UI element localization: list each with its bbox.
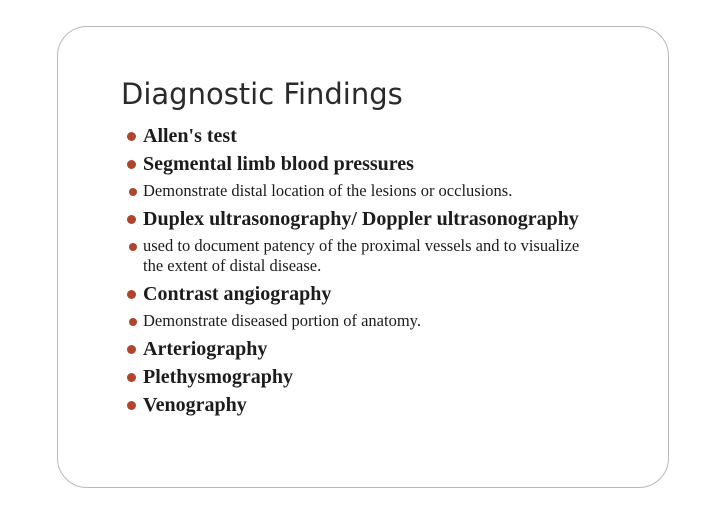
bullet-item-segmental-limb-pressures bbox=[127, 150, 657, 178]
sub-list bbox=[127, 308, 657, 334]
sub-bullet-text: used to document patency of the proximal vessels and to visualize the extent of distal disease. bbox=[143, 236, 580, 275]
sub-list bbox=[127, 178, 657, 204]
bullet-dot-icon bbox=[127, 215, 136, 224]
bullet-dot-icon bbox=[127, 290, 136, 299]
sub-bullet-dot-icon bbox=[129, 243, 137, 251]
bullet-item-contrast-angiography bbox=[127, 280, 657, 308]
sub-bullet-item bbox=[129, 308, 583, 334]
sub-bullet-item bbox=[129, 178, 583, 204]
sub-list bbox=[127, 233, 657, 279]
slide-title: Diagnostic Findings bbox=[121, 77, 403, 111]
bullet-text: Segmental limb blood pressures bbox=[143, 153, 414, 175]
bullet-list bbox=[127, 122, 657, 419]
bullet-text: Plethysmography bbox=[143, 366, 293, 388]
bullet-item-venography bbox=[127, 391, 657, 419]
bullet-text: Arteriography bbox=[143, 338, 268, 360]
sub-bullet-text: Demonstrate distal location of the lesions or occlusions. bbox=[143, 181, 513, 200]
bullet-item-plethysmography bbox=[127, 363, 657, 391]
bullet-item-duplex-doppler bbox=[127, 205, 657, 233]
bullet-item-allens-test bbox=[127, 122, 657, 150]
bullet-text: Allen's test bbox=[143, 125, 237, 147]
bullet-item-arteriography bbox=[127, 335, 657, 363]
bullet-text: Duplex ultrasonography/ Doppler ultrasonography bbox=[143, 208, 579, 230]
sub-bullet-dot-icon bbox=[129, 188, 137, 196]
bullet-text: Contrast angiography bbox=[143, 283, 332, 305]
bullet-dot-icon bbox=[127, 160, 136, 169]
sub-bullet-item bbox=[129, 233, 583, 279]
sub-bullet-dot-icon bbox=[129, 318, 137, 326]
bullet-text: Venography bbox=[143, 394, 247, 416]
sub-bullet-text: Demonstrate diseased portion of anatomy. bbox=[143, 311, 421, 330]
bullet-dot-icon bbox=[127, 401, 136, 410]
bullet-dot-icon bbox=[127, 373, 136, 382]
bullet-dot-icon bbox=[127, 345, 136, 354]
bullet-dot-icon bbox=[127, 132, 136, 141]
